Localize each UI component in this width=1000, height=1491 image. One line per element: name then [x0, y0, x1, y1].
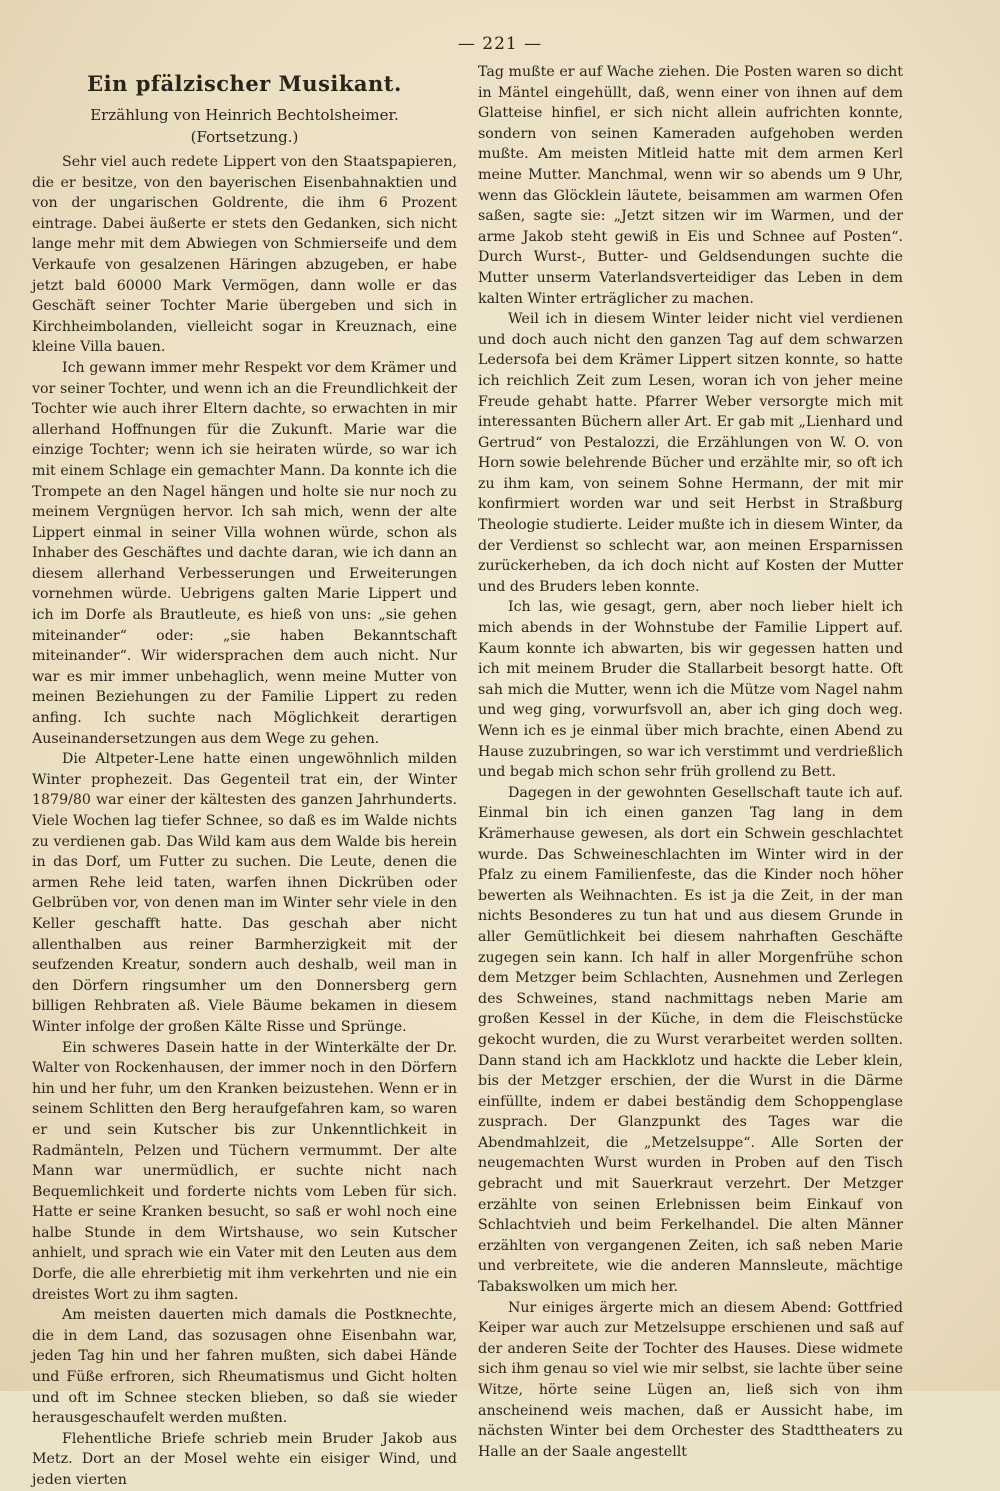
- paragraph: Nur einiges ärgerte mich an diesem Abend: Gottfried Keiper war auch zur Metzelsuppe erschienen und saß auf der anderen Seite der Tochter des Hauses. Diese widmete sich ihm genau so viel wie mir selbst, sie lachte über seine Witze, hörte seine Lügen an, ließ sich von ihm anscheinend weis machen, daß er Aussicht habe, im nächsten Winter bei dem Orchester des Stadttheaters zu Halle an der Saale angestellt: [478, 1299, 903, 1460]
- paragraph: Ich gewann immer mehr Respekt vor dem Krämer und vor seiner Tochter, und wenn ich an die Freundlichkeit der Tochter wie auch ihrer Eltern dachte, so erwachten in mir allerhand Hoffnungen für die Zukunft. Marie war die einzige Tochter; wenn ich sie heiraten würde, so war ich mit einem Schlage ein gemachter Mann. Da konnte ich die Trompete an den Nagel hängen und holte sie nur noch zu meinem Vergnügen hervor. Ich sah mich, wenn der alte Lippert einmal in seiner Villa wohnen würde, schon als Inhaber des Geschäftes und dachte daran, wie ich dann an diesem allerhand Verbesserungen und Erweiterungen vornehmen würde. Uebrigens galten Marie Lippert und ich im Dorfe als Brautleute, es hieß von uns: „sie gehen miteinander“ oder: „sie haben Bekanntschaft miteinander“. Wir widersprachen dem auch nicht. Nur war es mir immer unbehaglich, wenn meine Mutter von meinen Beziehungen zu der Familie Lippert zu reden anfing. Ich suchte nach Möglichkeit derartigen Auseinandersetzungen aus dem Wege zu gehen.: [32, 359, 457, 747]
- paragraph: Ein schweres Dasein hatte in der Winterkälte der Dr. Walter von Rockenhausen, der immer noch in den Dörfern hin und her fuhr, um den Kranken beizustehen. Wenn er in seinem Schlitten den Berg heraufgefahren kam, so waren er und sein Kutscher bis zur Unkenntlichkeit in Radmänteln, Pelzen und Tüchern vermummt. Der alte Mann war unermüdlich, er suchte nicht nach Bequemlichkeit und forderte nichts vom Leben für sich. Hatte er seine Kranken besucht, so saß er wohl noch eine halbe Stunde in dem Wirtshause, wo sein Kutscher anhielt, und sprach wie ein Vater mit den Leuten aus dem Dorfe, die alle ehrerbietig mit ihm verkehrten und nie ein dreistes Wort zu ihm sagten.: [32, 1039, 457, 1303]
- right-column: [478, 62, 903, 1462]
- paragraph: Ich las, wie gesagt, gern, aber noch lieber hielt ich mich abends in der Wohnstube der Familie Lippert auf. Kaum konnte ich abwarten, bis wir gegessen hatten und ich mit meinem Bruder die Stallarbeit besorgt hatte. Oft sah mich die Mutter, wenn ich die Mütze vom Nagel nahm und weg ging, vorwurfsvoll an, aber ich ging doch weg. Wenn ich es je einmal über mich brachte, einen Abend zu Hause zuzubringen, so war ich verstimmt und verdrießlich und begab mich schon sehr früh grollend zu Bett.: [478, 599, 903, 781]
- paragraph: Die Altpeter-Lene hatte einen ungewöhnlich milden Winter prophezeit. Das Gegenteil trat ein, der Winter 1879/80 war einer der kältesten des ganzen Jahrhunderts. Viele Wochen lag tiefer Schnee, so daß es im Walde nichts zu verdienen gab. Das Wild kam aus dem Walde bis herein in das Dorf, um Futter zu suchen. Die Leute, denen die armen Rehe leid taten, warfen ihnen Dickrüben oder Gelbrüben vor, von denen man im Winter sehr viele in den Keller geschafft hatte. Das geschah aber nicht allenthalben aus reiner Barmherzigkeit mit der seufzenden Kreatur, sondern auch deshalb, weil man in den Dörfern ringsumher um den Donnersberg gern billigen Rehbraten aß. Viele Bäume bekamen in diesem Winter infolge der großen Kälte Risse und Sprünge.: [32, 751, 457, 1035]
- paragraph: Dagegen in der gewohnten Gesellschaft taute ich auf. Einmal bin ich einen ganzen Tag lang in dem Krämerhause gewesen, als dort ein Schwein geschlachtet wurde. Das Schweineschlachten im Winter wird in der Pfalz zu einem Familienfeste, das die Kinder noch höher bewerten als Weihnachten. Es ist ja die Zeit, in der man nichts Besonderes zu tun hat und aus diesem Grunde in aller Gemütlichkeit bei diesem nahrhaften Geschäfte zugegen sein kann. Ich half in aller Morgenfrühe schon dem Metzger beim Schlachten, Ausnehmen und Zerlegen des Schweines, stand nachmittags neben Marie am großen Kessel in der Küche, in dem die Fleischstücke gekocht wurden, die zu Wurst verarbeitet werden sollten. Dann stand ich am Hackklotz und hackte die Leber klein, bis der Metzger erschien, der die Wurst in die Därme einfüllte, indem er dabei beständig dem Schoppenglase zusprach. Der Glanzpunkt des Tages war die Abendmahlzeit, die „Metzelsuppe“. Alle Sorten der neugemachten Wurst wurden in Proben auf den Tisch gebracht und mit Sauerkraut verzehrt. Der Metzger erzählte von seinen Erlebnissen beim Einkauf von Schlachtvieh und beim Ferkelhandel. Die alten Männer erzählten von vergangenen Zeiten, ich saß neben Marie und verbreitete, wie die anderen Mannsleute, mächtige Tabakswolken um mich her.: [478, 784, 903, 1296]
- paragraph: Am meisten dauerten mich damals die Postknechte, die in dem Land, das sozusagen ohne Eisenbahn war, jeden Tag hin und her fahren mußten, sich dabei Hände und Füße erfroren, sich Rheumatismus und Gicht holten und oft im Schnee stecken blieben, so daß sie wieder herausgeschaufelt werden mußten.: [32, 1307, 457, 1427]
- page-number: — 221 —: [457, 34, 543, 54]
- left-column: [32, 62, 457, 1491]
- paragraph: Tag mußte er auf Wache ziehen. Die Posten waren so dicht in Mäntel eingehüllt, daß, wenn einer von ihnen auf dem Glatteise hinfiel, er sich nicht allein aufrichten konnte, sondern von seinen Kameraden aufgehoben werden mußte. Am meisten Mitleid hatte mit dem armen Kerl meine Mutter. Manchmal, wenn wir so abends um 9 Uhr, wenn das Glöcklein läutete, beisammen am warmen Ofen saßen, sagte sie: „Jetzt sitzen wir im Warmen, und der arme Jakob steht gewiß in Eis und Schnee auf Posten“. Durch Wurst-, Butter- und Geldsendungen suchte die Mutter unserm Vaterlandsverteidiger das Leben in dem kalten Winter erträglicher zu machen.: [478, 64, 903, 307]
- paragraph: Flehentliche Briefe schrieb mein Bruder Jakob aus Metz. Dort an der Mosel wehte ein eisiger Wind, und jeden vierten: [32, 1430, 457, 1488]
- article-title: Ein pfälzischer Musikant.: [87, 71, 402, 96]
- article-subtitle: Erzählung von Heinrich Bechtolsheimer.: [90, 106, 399, 124]
- paragraph: Weil ich in diesem Winter leider nicht viel verdienen und doch auch nicht den ganzen Tag auf dem schwarzen Ledersofa bei dem Krämer Lippert sitzen konnte, so hatte ich reichlich Zeit zum Lesen, woran ich von jeher meine Freude gehabt hatte. Pfarrer Weber versorgte mich mit interessanten Büchern aller Art. Er gab mit „Lienhard und Gertrud“ von Pestalozzi, die Erzählungen von W. O. von Horn sowie belehrende Bücher und erzählte mir, so oft ich zu ihm kam, von seinem Sohne Hermann, der mit mir konfirmiert worden war und seit Herbst in Straßburg Theologie studierte. Leider mußte ich in diesem Winter, da der Verdienst so schlecht war, aon meinen Ersparnissen zurückerheben, da ich doch nicht auf Kosten der Mutter und des Bruders leben konnte.: [478, 311, 903, 595]
- paragraph: Sehr viel auch redete Lippert von den Staatspapieren, die er besitze, von den bayerischen Eisenbahnaktien und von der ungarischen Goldrente, die ihm 6 Prozent eintrage. Dabei äußerte er stets den Gedanken, sich nicht lange mehr mit dem Abwiegen von Schmierseife und dem Verkaufe von gesalzenen Häringen abzugeben, er habe jetzt bald 60000 Mark Vermögen, dann wolle er das Geschäft seiner Tochter Marie übergeben und sich in Kirchheimbolanden, vielleicht sogar in Kreuznach, eine kleine Villa bauen.: [32, 154, 457, 356]
- continuation-note: (Fortsetzung.): [190, 128, 299, 146]
